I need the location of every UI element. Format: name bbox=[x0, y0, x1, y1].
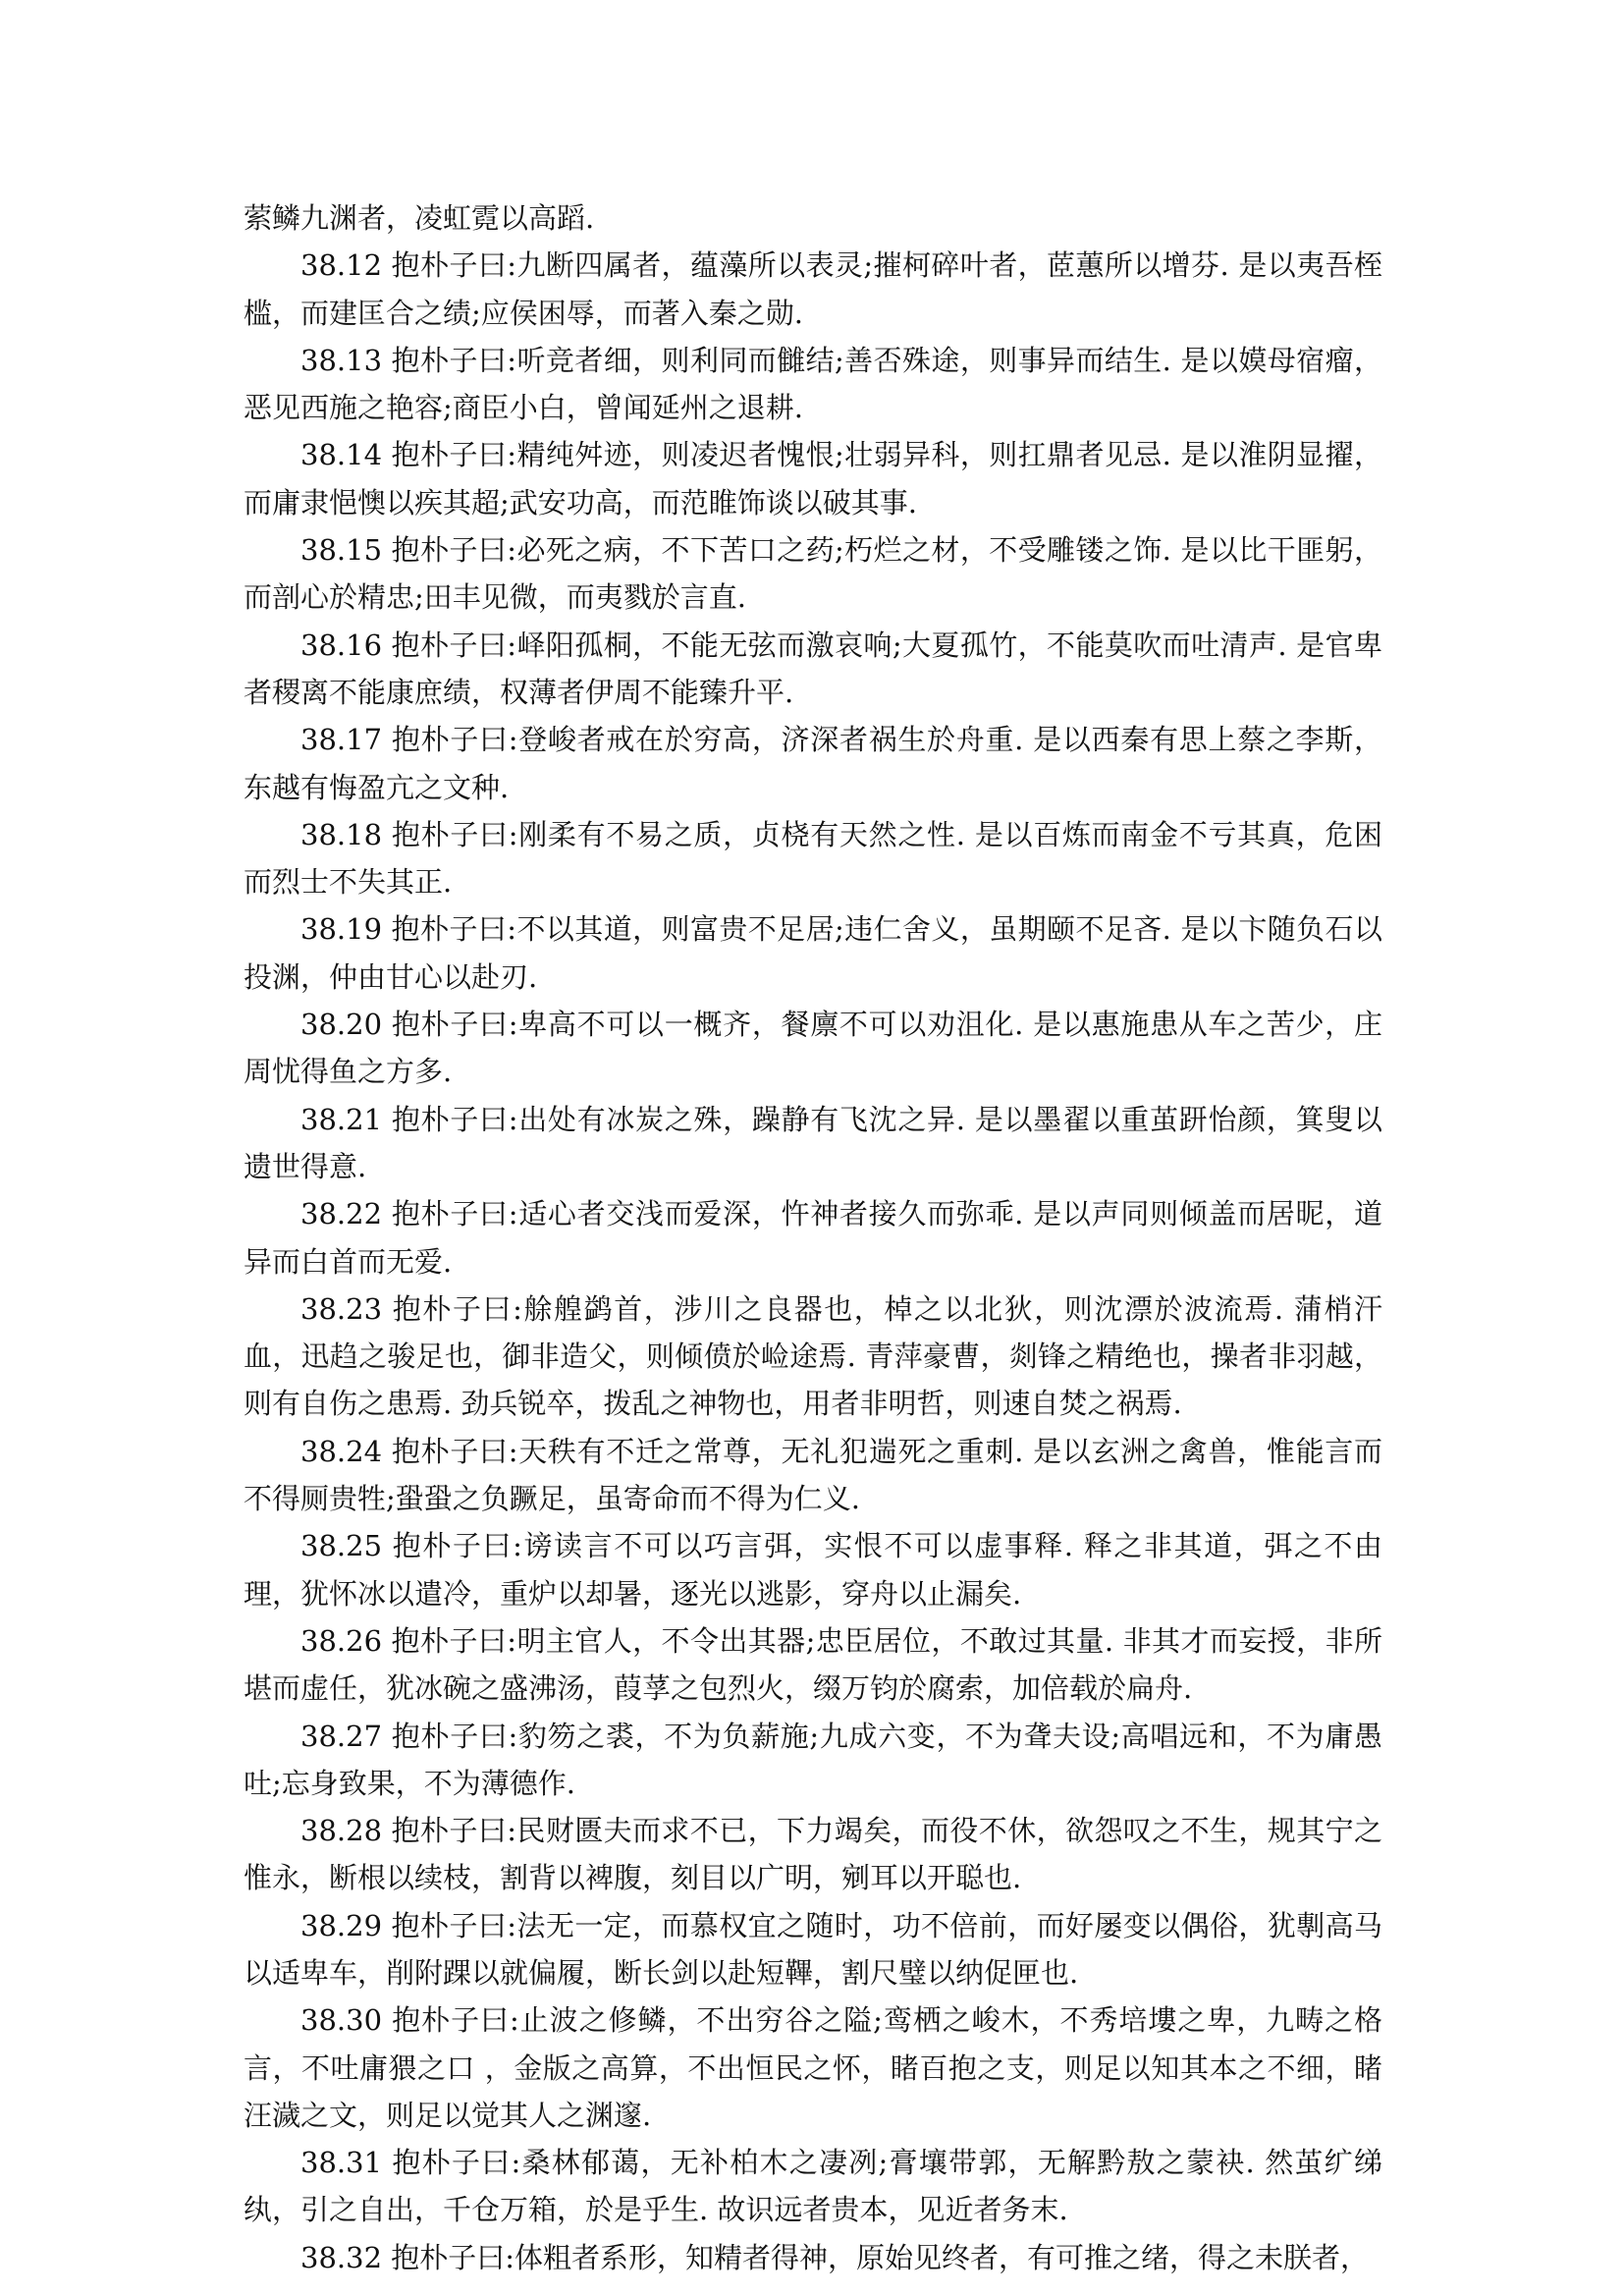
paragraph-text: 抱朴子曰:谤读言不可以巧言弭，实恨不可以虚事释. 释之非其道，弭之不由理，犹怀冰以遣冷，重炉以却暑，逐光以逃影，穿舟以止漏矣. bbox=[243, 1529, 1382, 1611]
paragraph bbox=[243, 1617, 1382, 1713]
paragraph-text: 抱朴子曰:不以其道，则富贵不足居;违仁舍义，虽期颐不足吝. 是以卞随负石以投渊，仲由甘心以赴刃. bbox=[243, 912, 1382, 994]
paragraph-number: 38.29 bbox=[300, 1908, 383, 1942]
paragraph bbox=[243, 242, 1382, 337]
paragraph-text: 抱朴子曰:豹笏之裘，不为负薪施;九成六变，不为聋夫设;高唱远和，不为庸愚吐;忘身致果，不为薄德作. bbox=[243, 1719, 1382, 1800]
paragraph bbox=[243, 716, 1382, 811]
paragraph-text: 萦鳞九渊者，凌虹霓以高蹈. bbox=[243, 201, 595, 235]
paragraph-number: 38.14 bbox=[300, 438, 383, 472]
paragraph-number: 38.22 bbox=[300, 1197, 383, 1231]
paragraph-number: 38.13 bbox=[300, 343, 383, 377]
paragraph bbox=[243, 2139, 1382, 2234]
paragraph-text: 抱朴子曰:出处有冰炭之殊，躁静有飞沈之异. 是以墨翟以重茧趼怡颜，箕叟以遗世得意. bbox=[243, 1102, 1382, 1183]
paragraph-number: 38.17 bbox=[300, 723, 383, 757]
paragraph-number: 38.19 bbox=[300, 912, 383, 947]
paragraph-text: 抱朴子曰:民财匮夫而求不已，下力竭矣，而役不休，欲怨叹之不生，规其宁之惟永，断根以续枝，割背以裨腹，刻目以广明，剜耳以开聪也. bbox=[243, 1814, 1382, 1895]
paragraph-number: 38.20 bbox=[300, 1008, 383, 1042]
paragraph bbox=[243, 1713, 1382, 1808]
paragraph-text: 抱朴子曰:明主官人，不令出其器;忠臣居位，不敢过其量. 非其才而妄授，非所堪而虚任，犹冰碗之盛沸汤，葭莩之包烈火，缀万钧於腐索，加倍载於扁舟. bbox=[243, 1623, 1382, 1706]
paragraph-text: 抱朴子曰:九断四属者，蕴藻所以表灵;摧柯碎叶者，茝蕙所以增芬. 是以夷吾桎槛，而建匡合之绩;应侯困辱，而著入秦之勋. bbox=[243, 248, 1382, 330]
paragraph-number: 38.12 bbox=[300, 248, 383, 283]
paragraph-text: 抱朴子曰:峄阳孤桐，不能无弦而激哀响;大夏孤竹，不能莫吹而吐清声. 是官卑者稷离不能康庶绩，权薄者伊周不能臻升平. bbox=[243, 628, 1382, 709]
paragraph-text: 抱朴子曰:法无一定，而慕权宜之随时，功不倍前，而好屡变以偶俗，犹剸高马以适卑车，削附踝以就偏履，断长剑以赴短鞸，割尺璧以纳促匣也. bbox=[243, 1908, 1382, 1990]
paragraph bbox=[243, 1428, 1382, 1523]
paragraph bbox=[243, 1996, 1382, 2139]
paragraph bbox=[243, 337, 1382, 432]
paragraph bbox=[243, 1522, 1382, 1617]
paragraph-number: 38.24 bbox=[300, 1434, 383, 1468]
paragraph-number: 38.15 bbox=[300, 533, 383, 568]
paragraph-text: 抱朴子曰:桑林郁蔼，无补柏木之凄冽;膏壤带郭，无解黔敖之蒙袂. 然茧纩绨纨，引之自出，千仓万箱，於是乎生. 故识远者贵本，见近者务末. bbox=[243, 2146, 1382, 2227]
paragraph-number: 38.26 bbox=[300, 1623, 383, 1658]
text-body bbox=[243, 194, 1382, 2281]
paragraph bbox=[243, 1807, 1382, 1902]
paragraph-number: 38.23 bbox=[300, 1291, 383, 1326]
paragraph-text: 抱朴子曰:适心者交浅而爱深，忤神者接久而弥乖. 是以声同则倾盖而居昵，道异而白首而无爱. bbox=[243, 1197, 1382, 1279]
paragraph-number: 38.25 bbox=[300, 1529, 383, 1563]
paragraph-text: 抱朴子曰:天秩有不迁之常尊，无礼犯遄死之重刺. 是以玄洲之禽兽，惟能言而不得厕贵牲;蛩蛩之负蹶足，虽寄命而不得为仁义. bbox=[243, 1434, 1382, 1516]
paragraph bbox=[243, 811, 1382, 906]
paragraph bbox=[243, 2234, 1382, 2281]
paragraph bbox=[243, 1096, 1382, 1191]
paragraph-text: 抱朴子曰:精纯舛迹，则凌迟者愧恨;壮弱异科，则扛鼎者见忌. 是以淮阴显擢，而庸隶悒懊以疾其超;武安功高，而范睢饰谈以破其事. bbox=[243, 438, 1382, 519]
paragraph bbox=[243, 1190, 1382, 1285]
paragraph-number: 38.32 bbox=[300, 2240, 383, 2274]
paragraph-text: 抱朴子曰:必死之病，不下苦口之药;朽烂之材，不受雕镂之饰. 是以比干匪躬，而剖心於精忠;田丰见微，而夷戮於言直. bbox=[243, 533, 1382, 615]
paragraph bbox=[243, 526, 1382, 622]
paragraph-number: 38.16 bbox=[300, 628, 383, 662]
paragraph-text: 抱朴子曰:听竞者细，则利同而雠结;善否殊途，则事异而结生. 是以嫫母宿瘤，恶见西施之艳容;商臣小白，曾闻延州之退耕. bbox=[243, 343, 1382, 425]
paragraph-text: 抱朴子曰:刚柔有不易之质，贞桡有天然之性. 是以百炼而南金不亏其真，危困而烈士不失其正. bbox=[243, 817, 1382, 900]
paragraph-number: 38.27 bbox=[300, 1719, 383, 1753]
paragraph bbox=[243, 194, 1382, 242]
paragraph-number: 38.28 bbox=[300, 1814, 383, 1848]
paragraph bbox=[243, 1001, 1382, 1096]
paragraph-text: 抱朴子曰:体粗者系形，知精者得神，原始见终者，有可推之绪，得之未朕者， bbox=[382, 2240, 1370, 2274]
paragraph bbox=[243, 1285, 1382, 1428]
paragraph bbox=[243, 905, 1382, 1001]
paragraph-number: 38.30 bbox=[300, 2003, 383, 2038]
paragraph-number: 38.18 bbox=[300, 817, 383, 851]
paragraph bbox=[243, 622, 1382, 717]
paragraph-text: 抱朴子曰:登峻者戒在於穷高，济深者祸生於舟重. 是以西秦有思上蔡之李斯，东越有悔盈亢之文种. bbox=[243, 723, 1382, 804]
paragraph-text: 抱朴子曰:止波之修鳞，不出穷谷之隘;鸾栖之峻木，不秀培塿之卑，九畴之格言，不吐庸猥之口 ，金版之高算，不出恒民之怀，睹百抱之支，则足以知其本之不细，睹汪濊之文，则足以觉其人之渊邃. bbox=[243, 2003, 1382, 2132]
paragraph bbox=[243, 431, 1382, 526]
paragraph bbox=[243, 1902, 1382, 1997]
paragraph-text: 抱朴子曰:艅艎鹢首，涉川之良器也，棹之以北狄，则沈漂於波流焉. 蒲梢汗血，迅趋之骏足也，御非造父，则倾偾於崄途焉. 青萍豪曹，剡锋之精绝也，操者非羽越，则有自伤之患焉. 劲兵锐卒，拨乱之神物也，用者非明哲，则速自焚之祸焉. bbox=[243, 1291, 1382, 1421]
paragraph-text: 抱朴子曰:卑高不可以一概齐，餐廪不可以劝沮化. 是以惠施患从车之苦少，庄周忧得鱼之方多. bbox=[243, 1008, 1382, 1089]
paragraph-number: 38.31 bbox=[300, 2146, 383, 2180]
paragraph-number: 38.21 bbox=[300, 1102, 383, 1136]
